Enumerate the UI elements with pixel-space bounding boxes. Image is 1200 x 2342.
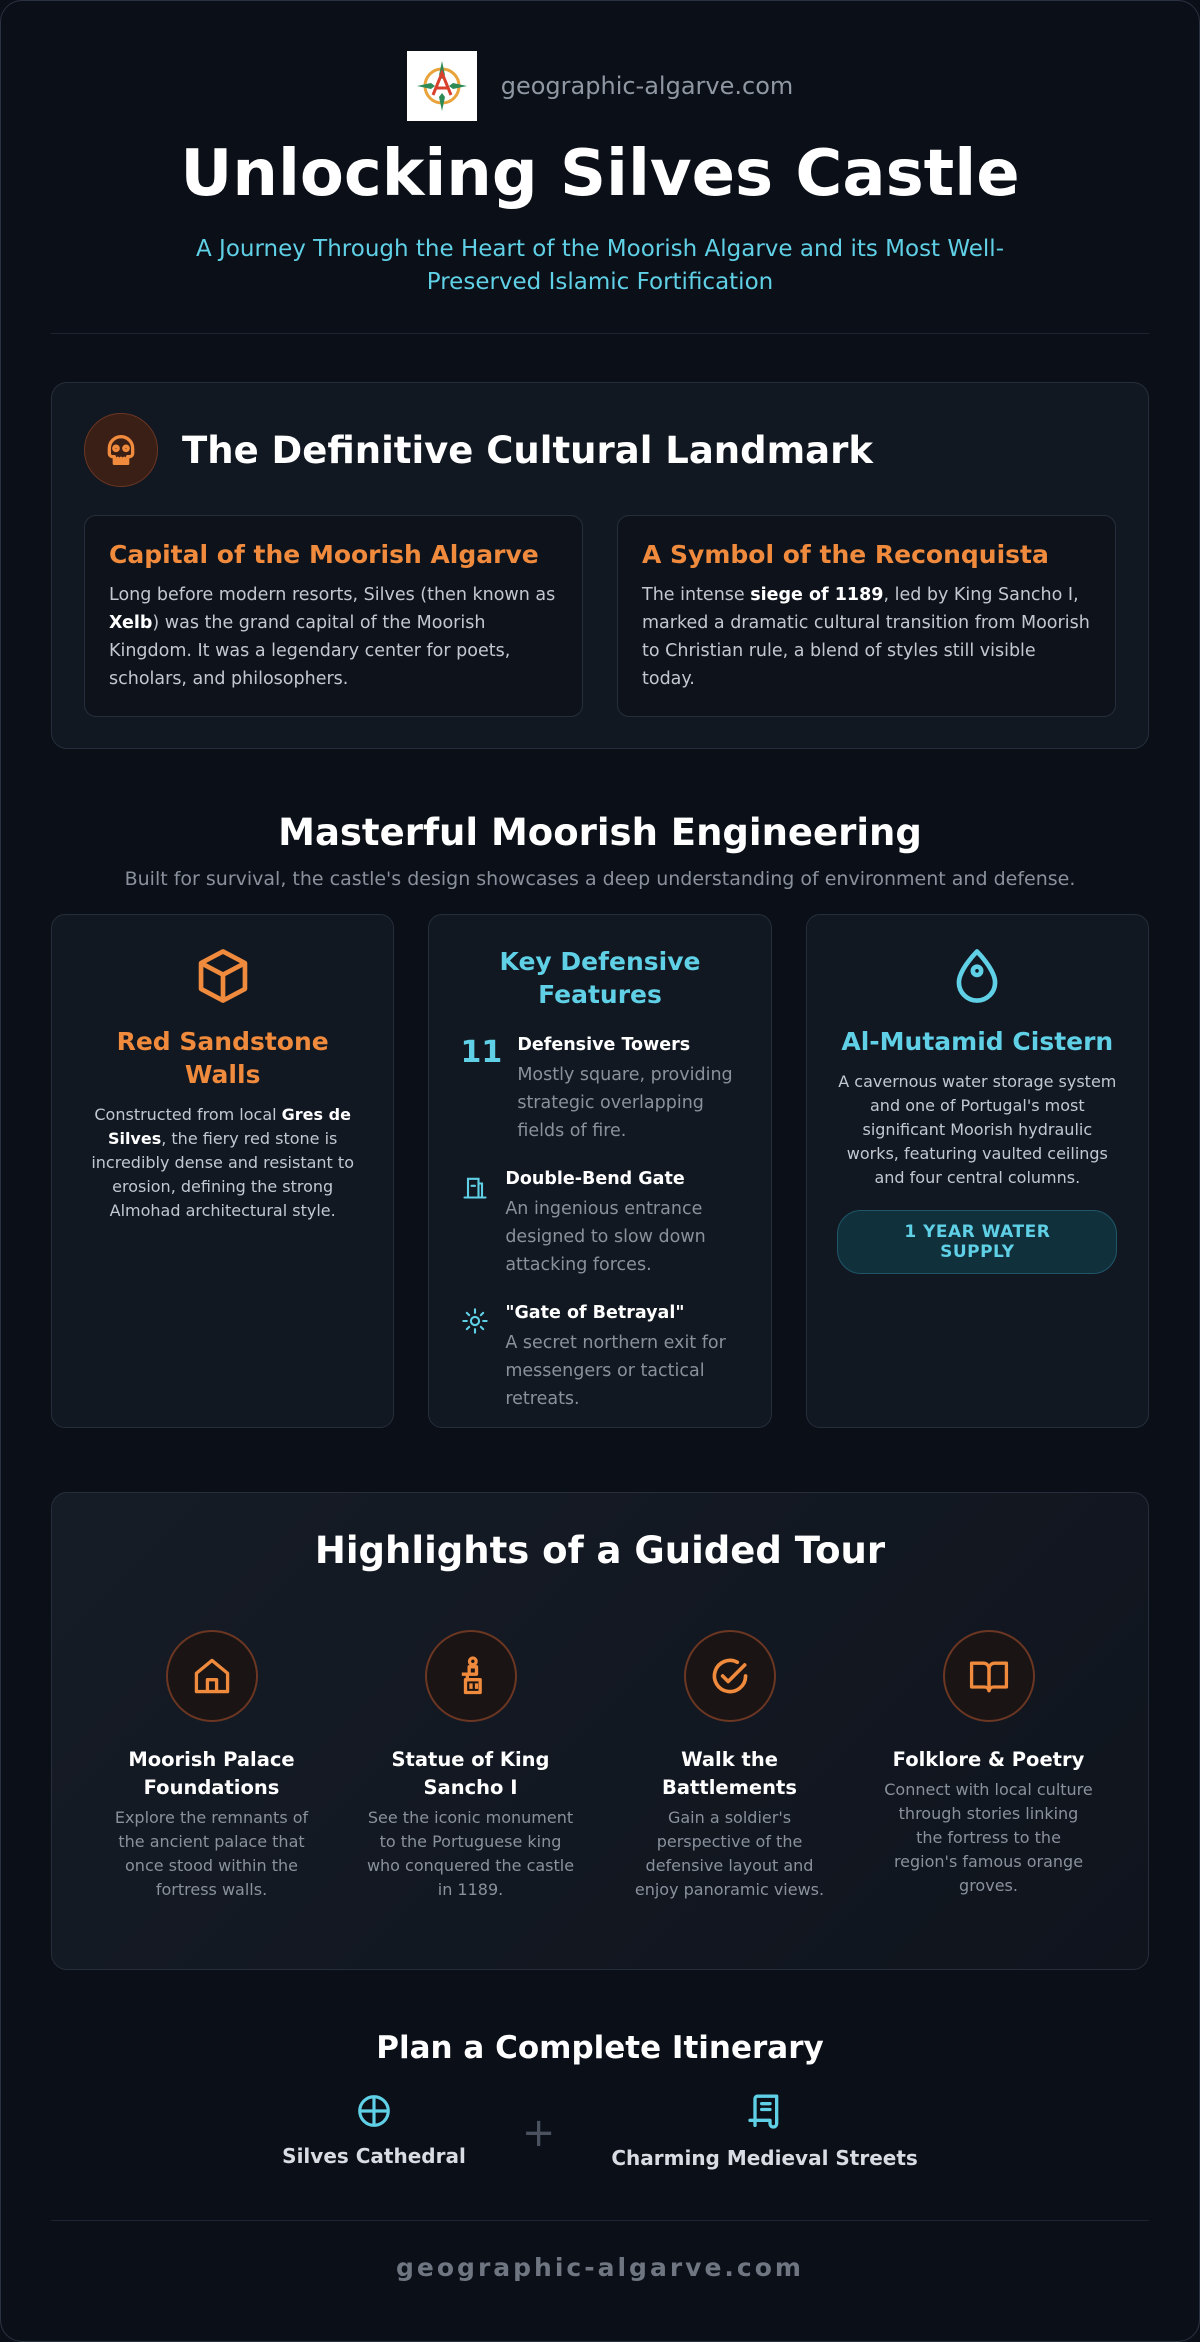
tour-item: [625, 1630, 835, 1902]
feature-desc: An ingenious entrance designed to slow down attacking forces.: [505, 1199, 706, 1276]
tour-item: [884, 1630, 1094, 1902]
itinerary-item-label: Silves Cathedral: [282, 2144, 466, 2169]
tour-item-desc: Gain a soldier's perspective of the defensive layout and enjoy panoramic views.: [634, 1808, 825, 1900]
castle-icon: [84, 413, 158, 487]
water-drop-icon: [837, 945, 1118, 1011]
tour-item: [107, 1630, 317, 1902]
tour-item-title: Statue of King Sancho I: [391, 1748, 550, 1800]
check-circle-icon: [684, 1630, 776, 1722]
walls-text: Constructed from local Gres de Silves, the fiery red stone is incredibly dense and resistant to erosion, defining the strong Almohad architectural style.: [91, 1105, 354, 1221]
card-reconquista: [617, 515, 1116, 717]
defense-title: Key Defensive Features: [499, 947, 701, 1010]
footer-domain[interactable]: geographic-algarve.com: [396, 2253, 804, 2283]
cube-icon: [82, 945, 363, 1011]
feature-towers: [459, 1035, 740, 1145]
site-logo[interactable]: [407, 51, 477, 121]
cathedral-icon: [282, 2092, 466, 2134]
cistern-text: A cavernous water storage system and one of Portugal's most significant Moorish hydraulic works, featuring vaulted ceilings and four central columns.: [838, 1072, 1117, 1188]
feature-desc: A secret northern exit for messengers or tactical retreats.: [505, 1333, 726, 1410]
gate-icon: [459, 1169, 491, 1279]
page-title: Unlocking Silves Castle: [180, 137, 1020, 211]
itinerary-item-label: Charming Medieval Streets: [611, 2146, 918, 2171]
card-cistern: [806, 914, 1149, 1428]
card-sandstone-walls: [51, 914, 394, 1428]
divider: [51, 333, 1149, 334]
page-subtitle: A Journey Through the Heart of the Moorish Algarve and its Most Well-Preserved Islamic Fortification: [196, 236, 1004, 296]
walls-title: Red Sandstone Walls: [116, 1027, 329, 1090]
site-domain[interactable]: geographic-algarve.com: [500, 72, 794, 100]
sun-icon: [459, 1303, 491, 1413]
tour-item-title: Walk the Battlements: [662, 1748, 797, 1800]
feature-name: Defensive Towers: [517, 1035, 691, 1056]
tower-count: 11: [460, 1035, 503, 1071]
tour-item-title: Moorish Palace Foundations: [128, 1748, 295, 1800]
cistern-title: Al-Mutamid Cistern: [841, 1027, 1114, 1057]
card-moorish-capital: [84, 515, 583, 717]
feature-gate: [459, 1169, 740, 1279]
home-icon: [166, 1630, 258, 1722]
card-title: Capital of the Moorish Algarve: [109, 540, 539, 570]
tour-item-desc: Connect with local culture through stories linking the fortress to the region's famous orange groves.: [884, 1780, 1093, 1896]
feature-name: "Gate of Betrayal": [505, 1303, 685, 1324]
footer-divider: [51, 2220, 1149, 2221]
landmark-title: The Definitive Cultural Landmark: [182, 428, 874, 472]
scroll-icon: [611, 2092, 917, 2136]
tour-title: Highlights of a Guided Tour: [314, 1529, 886, 1573]
feature-desc: Mostly square, providing strategic overlapping fields of fire.: [517, 1065, 733, 1142]
engineering-subtitle: Built for survival, the castle's design showcases a deep understanding of environment and defense.: [124, 868, 1076, 891]
tour-item-desc: See the iconic monument to the Portuguese king who conquered the castle in 1189.: [366, 1808, 575, 1900]
card-defensive-features: [428, 914, 771, 1428]
brand-header: [51, 1, 1149, 121]
tour-item-desc: Explore the remnants of the ancient palace that once stood within the fortress walls.: [114, 1808, 309, 1900]
card-text: Long before modern resorts, Silves (then known as Xelb) was the grand capital of the Moorish Kingdom. It was a legendary center for poets, scholars, and philosophers.: [109, 585, 556, 690]
itinerary-item-streets: [611, 2092, 917, 2170]
engineering-title: Masterful Moorish Engineering: [278, 811, 922, 855]
tour-item: [366, 1630, 576, 1902]
tour-item-title: Folklore & Poetry: [892, 1748, 1085, 1772]
card-title: A Symbol of the Reconquista: [642, 540, 1049, 570]
engineering-columns: [51, 914, 1149, 1428]
itinerary-item-cathedral: [282, 2092, 466, 2168]
feature-betrayal-gate: [459, 1303, 740, 1413]
statue-icon: [425, 1630, 517, 1722]
plus-separator: +: [521, 2110, 556, 2157]
itinerary-title: Plan a Complete Itinerary: [376, 2030, 824, 2067]
book-icon: [943, 1630, 1035, 1722]
water-supply-badge: 1 YEAR WATER SUPPLY: [837, 1210, 1117, 1274]
card-text: The intense siege of 1189, led by King Sancho I, marked a dramatic cultural transition from Moorish to Christian rule, a blend of styles still visible today.: [642, 585, 1090, 690]
tour-section: [51, 1492, 1149, 1970]
landmark-section: [51, 382, 1149, 749]
itinerary-row: [51, 2092, 1149, 2170]
feature-name: Double-Bend Gate: [505, 1169, 685, 1190]
